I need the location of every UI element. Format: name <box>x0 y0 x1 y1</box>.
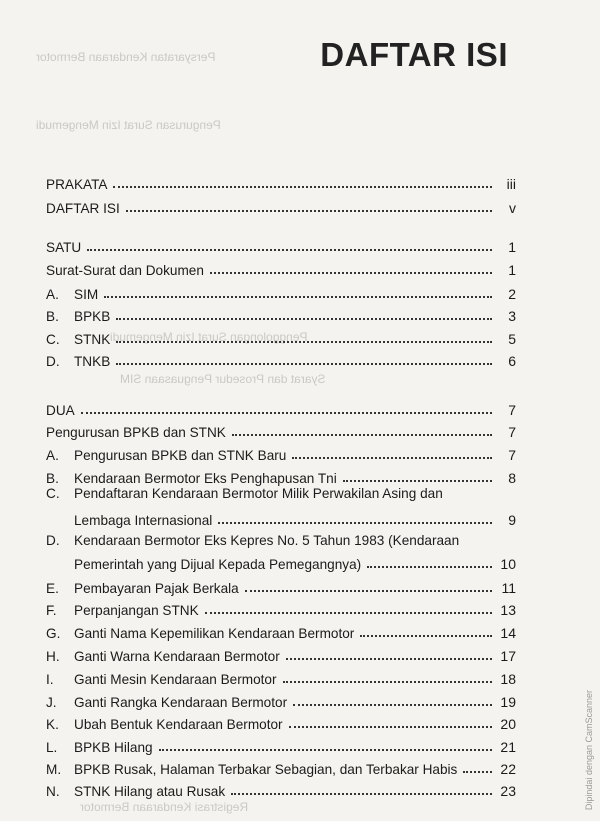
toc-page: 5 <box>508 331 516 347</box>
dot-leader <box>205 612 492 614</box>
toc-entry-tnkb[interactable] <box>46 347 516 369</box>
toc-letter: N. <box>46 784 60 799</box>
toc-page: 13 <box>500 602 516 618</box>
toc-letter: A. <box>46 287 59 302</box>
toc-letter: L. <box>46 740 58 755</box>
toc-label: BPKB Hilang <box>74 740 153 755</box>
toc-page: 1 <box>508 239 516 255</box>
dot-leader <box>367 566 492 568</box>
toc-label: Pemerintah yang Dijual Kepada Pemegangnya) <box>74 557 362 572</box>
toc-page: v <box>509 200 516 216</box>
toc-letter: C. <box>46 332 60 347</box>
toc-letter: H. <box>46 649 60 664</box>
toc-label: DAFTAR ISI <box>46 201 120 216</box>
toc-entry-satu[interactable] <box>46 233 516 255</box>
toc-page: 11 <box>501 580 516 596</box>
show-through-text: Syarat dan Prosedur Penguasaan SIM <box>120 372 326 386</box>
toc-label: Ubah Bentuk Kendaraan Bermotor <box>74 717 283 732</box>
toc-entry-ubah-bentuk[interactable] <box>46 710 516 732</box>
toc-entry-dua[interactable] <box>46 396 516 418</box>
toc-entry-stnk-hilang[interactable] <box>46 777 516 799</box>
toc-entry-perpanjangan[interactable] <box>46 596 516 618</box>
toc-label: Pembayaran Pajak Berkala <box>74 581 239 596</box>
toc-label: Ganti Mesin Kendaraan Bermotor <box>74 672 277 687</box>
dot-leader <box>126 210 492 212</box>
toc-page: 21 <box>500 739 516 755</box>
toc-page: 20 <box>500 716 516 732</box>
toc-entry-eks-kepres[interactable] <box>46 533 459 548</box>
toc-label: TNKB <box>74 354 111 369</box>
toc-page: 7 <box>508 402 516 418</box>
toc-letter: D. <box>46 354 60 369</box>
toc-label: DUA <box>46 403 75 418</box>
toc-letter: G. <box>46 626 61 641</box>
toc-entry-ganti-warna[interactable] <box>46 642 516 664</box>
toc-entry-bpkb[interactable] <box>46 302 516 324</box>
toc-page: iii <box>506 176 516 192</box>
toc-label: Surat-Surat dan Dokumen <box>46 263 204 278</box>
toc-letter: C. <box>46 486 60 501</box>
show-through-text: Pengurusan Surat Izin Mengemudi <box>36 118 221 132</box>
dot-leader <box>116 318 492 320</box>
toc-entry-bpkb-stnk-baru[interactable] <box>46 441 516 463</box>
toc-label: PRAKATA <box>46 177 108 192</box>
dot-leader <box>232 434 492 436</box>
toc-letter: M. <box>46 762 62 777</box>
toc-page: 19 <box>500 694 516 710</box>
page-title: DAFTAR ISI <box>320 36 508 73</box>
toc-label: Ganti Rangka Kendaraan Bermotor <box>74 695 288 710</box>
toc-entry-surat-surat[interactable] <box>46 256 516 278</box>
scanner-watermark: Dipindai dengan CamScanner <box>584 690 594 811</box>
toc-entry-eks-tni[interactable] <box>46 464 516 486</box>
toc-label: Pendaftaran Kendaraan Bermotor Milik Perwakilan Asing dan <box>74 486 443 501</box>
toc-letter: F. <box>46 603 57 618</box>
dot-leader <box>104 296 492 298</box>
toc-letter: D. <box>46 533 60 548</box>
dot-leader <box>292 457 492 459</box>
dot-leader <box>289 726 492 728</box>
toc-page: 1 <box>508 262 516 278</box>
dot-leader <box>463 771 492 773</box>
toc-label: Kendaraan Bermotor Eks Kepres No. 5 Tahun 1983 (Kendaraan <box>74 533 460 548</box>
toc-page: 8 <box>508 470 516 486</box>
toc-label: STNK <box>74 332 111 347</box>
toc-label: Pengurusan BPKB dan STNK <box>46 425 226 440</box>
toc-label: Pengurusan BPKB dan STNK Baru <box>74 448 287 463</box>
toc-label: Lembaga Internasional <box>74 513 213 528</box>
dot-leader <box>81 412 492 414</box>
toc-page: 2 <box>508 286 516 302</box>
toc-entry-pengurusan[interactable] <box>46 418 516 440</box>
toc-letter: A. <box>46 448 59 463</box>
toc-letter: B. <box>46 471 59 486</box>
toc-page: 7 <box>508 447 516 463</box>
toc-label: Kendaraan Bermotor Eks Penghapusan Tni <box>74 471 337 486</box>
show-through-text: Penggolongan Surat Izin Mengemudi <box>110 330 308 344</box>
dot-leader <box>210 272 492 274</box>
toc-label: SATU <box>46 240 82 255</box>
toc-page: 9 <box>508 512 516 528</box>
dot-leader <box>113 186 492 188</box>
toc-label: BPKB Rusak, Halaman Terbakar Sebagian, dan Terbakar Habis <box>74 762 458 777</box>
dot-leader <box>360 635 492 637</box>
dot-leader <box>283 681 493 683</box>
toc-entry-prakata[interactable] <box>46 170 516 192</box>
toc-page: 17 <box>500 648 516 664</box>
toc-entry-ganti-mesin[interactable] <box>46 665 516 687</box>
toc-entry-ganti-rangka[interactable] <box>46 688 516 710</box>
toc-page: 18 <box>500 671 516 687</box>
toc-letter: B. <box>46 309 59 324</box>
toc-label: STNK Hilang atau Rusak <box>74 784 226 799</box>
toc-label: SIM <box>74 287 99 302</box>
toc-label: Ganti Nama Kepemilikan Kendaraan Bermotor <box>74 626 355 641</box>
dot-leader <box>218 522 492 524</box>
toc-letter: I. <box>46 672 54 687</box>
toc-page: 10 <box>500 556 516 572</box>
toc-entry-bpkb-hilang[interactable] <box>46 733 516 755</box>
toc-page: 14 <box>500 625 516 641</box>
toc-page: 23 <box>500 783 516 799</box>
dot-leader <box>116 363 492 365</box>
toc-entry-pemerintah[interactable] <box>74 550 516 572</box>
dot-leader <box>116 341 492 343</box>
toc-entry-stnk[interactable] <box>46 325 516 347</box>
toc-page: 7 <box>508 424 516 440</box>
dot-leader <box>87 249 492 251</box>
toc-page: 22 <box>500 761 516 777</box>
show-through-text: Registrasi Kendaraan Bermotor <box>80 800 249 814</box>
dot-leader <box>286 658 492 660</box>
toc-page: 3 <box>508 308 516 324</box>
toc-entry-perwakilan-asing[interactable] <box>46 486 443 501</box>
toc-letter: J. <box>46 695 57 710</box>
dot-leader <box>159 749 492 751</box>
toc-label: BPKB <box>74 309 111 324</box>
dot-leader <box>293 704 492 706</box>
toc-label: Ganti Warna Kendaraan Bermotor <box>74 649 280 664</box>
toc-letter: K. <box>46 717 59 732</box>
show-through-text: Persyaratan Kendaraan Bermotor <box>36 50 216 64</box>
toc-entry-daftar-isi[interactable] <box>46 194 516 216</box>
toc-entry-sim[interactable] <box>46 280 516 302</box>
dot-leader <box>231 793 492 795</box>
dot-leader <box>343 480 492 482</box>
toc-letter: E. <box>46 581 59 596</box>
toc-page: 6 <box>508 353 516 369</box>
toc-entry-bpkb-rusak[interactable] <box>46 755 516 777</box>
toc-label: Perpanjangan STNK <box>74 603 199 618</box>
toc-entry-ganti-nama[interactable] <box>46 619 516 641</box>
dot-leader <box>245 590 492 592</box>
toc-entry-lembaga[interactable] <box>74 506 516 528</box>
toc-entry-pajak[interactable] <box>46 574 516 596</box>
